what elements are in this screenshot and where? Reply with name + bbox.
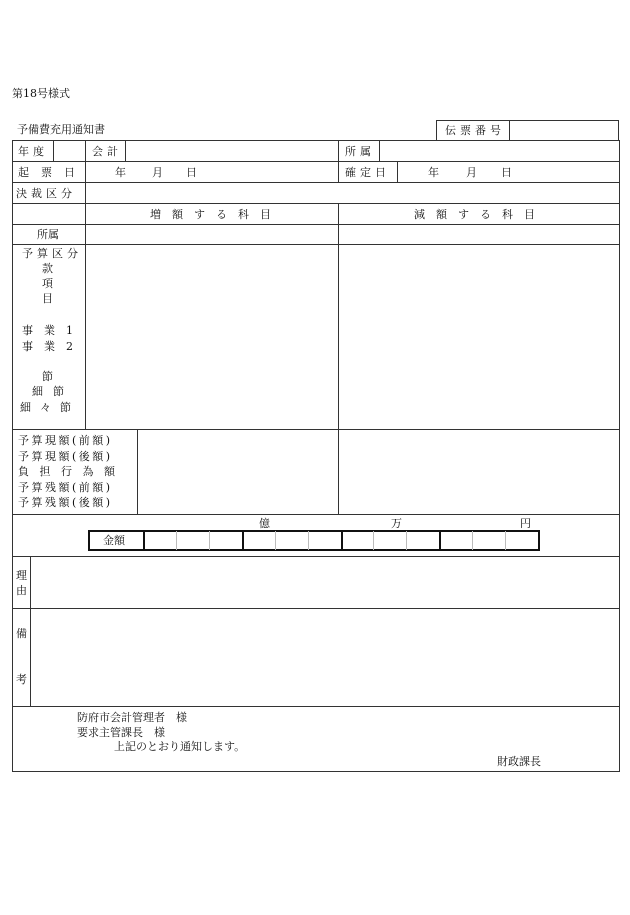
kessai-field[interactable] [90, 188, 610, 200]
reason-field[interactable] [36, 560, 614, 604]
increase-column-header: 増額する科目 [150, 208, 282, 221]
kakutei-date-label: 確定日 [345, 166, 390, 179]
footer-signer: 財政課長 [497, 755, 541, 768]
kaikei-field[interactable] [130, 146, 330, 158]
remarks-label-2: 考 [16, 673, 27, 686]
amount-digit-cell[interactable] [176, 531, 209, 550]
decrease-column-header: 減額する科目 [414, 208, 546, 221]
setsu-label: 節 [42, 370, 53, 383]
amount-digit-cell[interactable] [406, 531, 439, 550]
budget-remaining-after-label: 予算残額(後額) [18, 496, 113, 509]
unit-man: 万 [391, 517, 402, 530]
footer-addressee-1: 防府市会計管理者 様 [77, 711, 187, 724]
remarks-field[interactable] [36, 612, 614, 702]
amount-digit-cell[interactable] [143, 531, 176, 550]
kessai-label: 決裁区分 [16, 187, 76, 200]
moku-label: 目 [42, 292, 53, 305]
amount-digit-cell[interactable] [341, 531, 374, 550]
footer-addressee-2: 要求主管課長 様 [77, 726, 165, 739]
amount-digit-divider [341, 531, 343, 550]
ko-label: 項 [42, 277, 53, 290]
nendo-field[interactable] [57, 146, 81, 158]
unit-en: 円 [520, 517, 531, 530]
voucher-number-field[interactable] [514, 125, 614, 137]
unit-oku: 億 [259, 517, 270, 530]
budget-division-label: 予算区分 [22, 247, 82, 260]
shozoku-row-label: 所属 [37, 228, 59, 241]
kihyo-month[interactable]: 月 [152, 166, 163, 179]
amount-digit-divider [209, 531, 210, 550]
amount-digit-cell[interactable] [209, 531, 242, 550]
jigyo1-label: 事業1 [22, 324, 84, 337]
jigyo2-label: 事業2 [22, 340, 84, 353]
shozoku-label: 所属 [345, 145, 375, 158]
amount-digit-divider [373, 531, 374, 550]
form-title: 予備費充用通知書 [17, 123, 105, 136]
amount-digit-cell[interactable] [439, 531, 472, 550]
saisetsu-label: 細節 [32, 385, 74, 398]
amount-digit-divider [176, 531, 177, 550]
amount-digit-divider [505, 531, 506, 550]
amount-digit-cell[interactable] [242, 531, 275, 550]
budget-remaining-before-label: 予算残額(前額) [18, 481, 113, 494]
reason-label-1: 理 [16, 569, 27, 582]
amount-digit-divider [406, 531, 407, 550]
footer-notice: 上記のとおり通知します。 [114, 740, 246, 753]
kan-label: 款 [42, 262, 53, 275]
kakutei-day[interactable]: 日 [501, 166, 512, 179]
reason-label-2: 由 [16, 584, 27, 597]
shozoku-field[interactable] [384, 146, 614, 158]
nendo-label: 年度 [18, 145, 48, 158]
kakutei-year[interactable]: 年 [428, 166, 439, 179]
kaikei-label: 会計 [92, 145, 122, 158]
amount-digit-cell[interactable] [308, 531, 341, 550]
amount-digit-divider [439, 531, 441, 550]
kakutei-month[interactable]: 月 [466, 166, 477, 179]
amount-digit-divider [275, 531, 276, 550]
budget-current-before-label: 予算現額(前額) [18, 434, 113, 447]
amount-digit-cell[interactable] [373, 531, 406, 550]
amount-digit-divider [308, 531, 309, 550]
remarks-label-1: 備 [16, 627, 27, 640]
kihyo-date-label: 起票日 [18, 166, 87, 179]
kihyo-day[interactable]: 日 [186, 166, 197, 179]
amount-digit-divider [472, 531, 473, 550]
form-id: 第18号様式 [12, 87, 70, 100]
saisaisetsu-label: 細々節 [20, 401, 80, 414]
commitment-amount-label: 負担行為額 [18, 465, 126, 478]
amount-digit-cell[interactable] [275, 531, 308, 550]
amount-digit-divider [242, 531, 244, 550]
amount-label: 金額 [103, 534, 125, 547]
budget-current-after-label: 予算現額(後額) [18, 450, 113, 463]
voucher-number-label: 伝票番号 [445, 124, 505, 137]
amount-digit-cell[interactable] [505, 531, 538, 550]
kihyo-year[interactable]: 年 [115, 166, 126, 179]
amount-digit-cell[interactable] [472, 531, 505, 550]
